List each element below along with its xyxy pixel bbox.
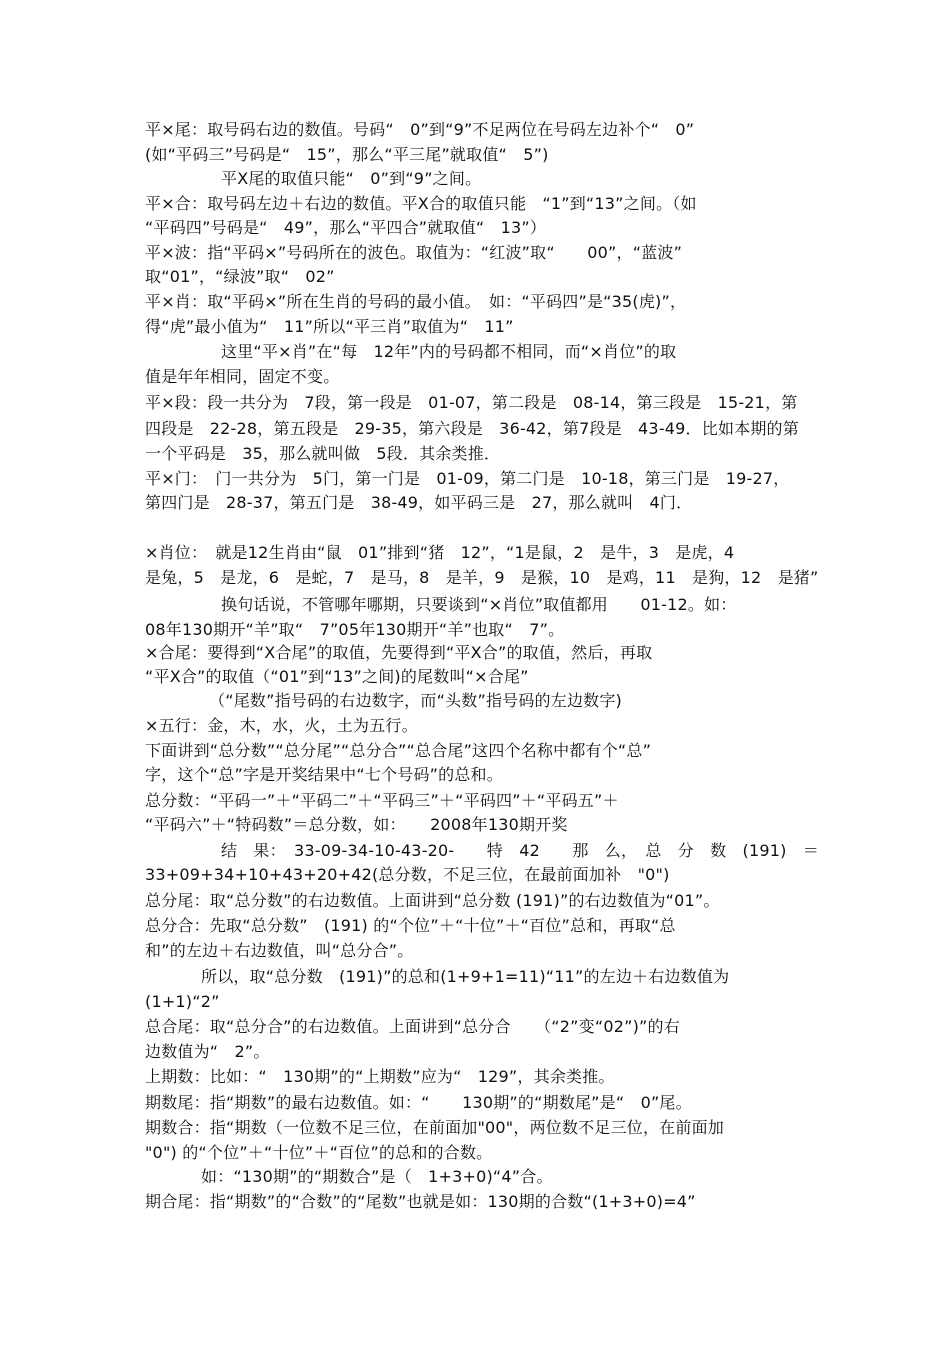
text-line: 和”的左边＋右边数值，叫“总分合”。 (145, 941, 414, 960)
text-line: 四段是 22-28，第五段是 29-35，第六段是 36-42，第7段是 43-49．比如本期的第 (145, 419, 799, 438)
text-line: 平×肖：取“平码×”所在生肖的号码的最小值。 如：“平码四”是“35(虎)”， (145, 292, 687, 311)
text-line: ×合尾：要得到“X合尾”的取值，先要得到“平X合”的取值，然后，再取 (145, 643, 653, 662)
text-line: ×五行：金，木，水，火，土为五行。 (145, 716, 418, 735)
text-line: 平X尾的取值只能“ 0”到“9”之间。 (221, 169, 482, 188)
text-line: 总分合：先取“总分数” (191) 的“个位”＋“十位”＋“百位”总和，再取“总 (145, 916, 676, 935)
text-line: 平×门： 门一共分为 5门，第一门是 01-09，第二门是 10-18，第三门是 19-27， (145, 469, 790, 488)
text-line: 08年130期开“羊”取“ 7”05年130期开“羊”也取“ 7”。 (145, 620, 565, 639)
text-line: 第四门是 28-37，第五门是 38-49，如平码三是 27，那么就叫 4门． (145, 493, 693, 512)
text-line: “平码六”＋“特码数”＝总分数，如： 2008年130期开奖 (145, 815, 568, 834)
text-line: 字，这个“总”字是开奖结果中“七个号码”的总和。 (145, 765, 503, 784)
text-line: （“尾数”指号码的右边数字，而“头数”指号码的左边数字) (209, 691, 622, 710)
text-line: 下面讲到“总分数”“总分尾”“总分合”“总合尾”这四个名称中都有个“总” (145, 741, 652, 760)
text-line: 换句话说，不管哪年哪期，只要谈到“×肖位”取值都用 01-12。如： (221, 595, 737, 614)
text-line: 如：“130期”的“期数合”是（ 1+3+0)“4”合。 (201, 1167, 553, 1186)
text-line: 总分尾：取“总分数”的右边数值。上面讲到“总分数 (191)”的右边数值为“01”。 (145, 891, 720, 910)
text-line: 期合尾：指“期数”的“合数”的“尾数”也就是如：130期的合数“(1+3+0)=4” (145, 1192, 696, 1211)
text-line: ×肖位： 就是12生肖由“鼠 01”排到“猪 12”，“1是鼠，2 是牛，3 是虎，4 (145, 543, 735, 562)
text-line: 33+09+34+10+43+20+42(总分数，不足三位，在最前面加补 "0") (145, 865, 670, 884)
text-line: 期数尾：指“期数”的最右边数值。如：“ 130期”的“期数尾”是“ 0”尾。 (145, 1093, 692, 1112)
text-line: "0") 的“个位”＋“十位”＋“百位”的总和的合数。 (145, 1143, 493, 1162)
text-line: 得“虎”最小值为“ 11”所以“平三肖”取值为“ 11” (145, 317, 514, 336)
text-line: 总分数：“平码一”＋“平码二”＋“平码三”＋“平码四”＋“平码五”＋ (145, 791, 619, 810)
text-line: 结 果： 33-09-34-10-43-20- 特 42 那 么， 总 分 数 (191) ＝ (221, 841, 819, 860)
text-line: 期数合：指“期数（一位数不足三位，在前面加"00"，两位数不足三位，在前面加 (145, 1118, 724, 1137)
text-line: (如“平码三”号码是“ 15”，那么“平三尾”就取值“ 5”) (145, 145, 549, 164)
text-line: 值是年年相同，固定不变。 (145, 367, 340, 386)
text-line: 所以，取“总分数 (191)”的总和(1+9+1=11)“11”的左边＋右边数值为 (201, 967, 730, 986)
text-line: 边数值为“ 2”。 (145, 1042, 270, 1061)
text-line: 这里“平×肖”在“每 12年”内的号码都不相同，而“×肖位”的取 (221, 342, 677, 361)
text-line: 是兔，5 是龙，6 是蛇，7 是马，8 是羊，9 是猴，10 是鸡，11 是狗，12 是猪” (145, 568, 819, 587)
text-line: 取“01”，“绿波”取“ 02” (145, 267, 335, 286)
text-line: 一个平码是 35，那么就叫做 5段．其余类推． (145, 444, 501, 463)
text-line: “平码四”号码是“ 49”，那么“平四合”就取值“ 13”） (145, 218, 547, 237)
text-line: “平X合”的取值（“01”到“13”之间)的尾数叫“×合尾” (145, 667, 529, 686)
text-line: 上期数：比如：“ 130期”的“上期数”应为“ 129”，其余类推。 (145, 1067, 615, 1086)
text-line: 平×尾：取号码右边的数值。号码“ 0”到“9”不足两位在号码左边补个“ 0” (145, 120, 695, 139)
text-line: 平×段：段一共分为 7段，第一段是 01-07，第二段是 08-14，第三段是 15-21，第 (145, 393, 798, 412)
text-line: 平×波：指“平码×”号码所在的波色。取值为：“红波”取“ 00”，“蓝波” (145, 243, 683, 262)
text-line: 平×合：取号码左边＋右边的数值。平X合的取值只能 “1”到“13”之间。（如 (145, 194, 697, 213)
text-line: (1+1)“2” (145, 992, 220, 1011)
text-line: 总合尾：取“总分合”的右边数值。上面讲到“总分合 （“2”变“02”)”的右 (145, 1017, 680, 1036)
